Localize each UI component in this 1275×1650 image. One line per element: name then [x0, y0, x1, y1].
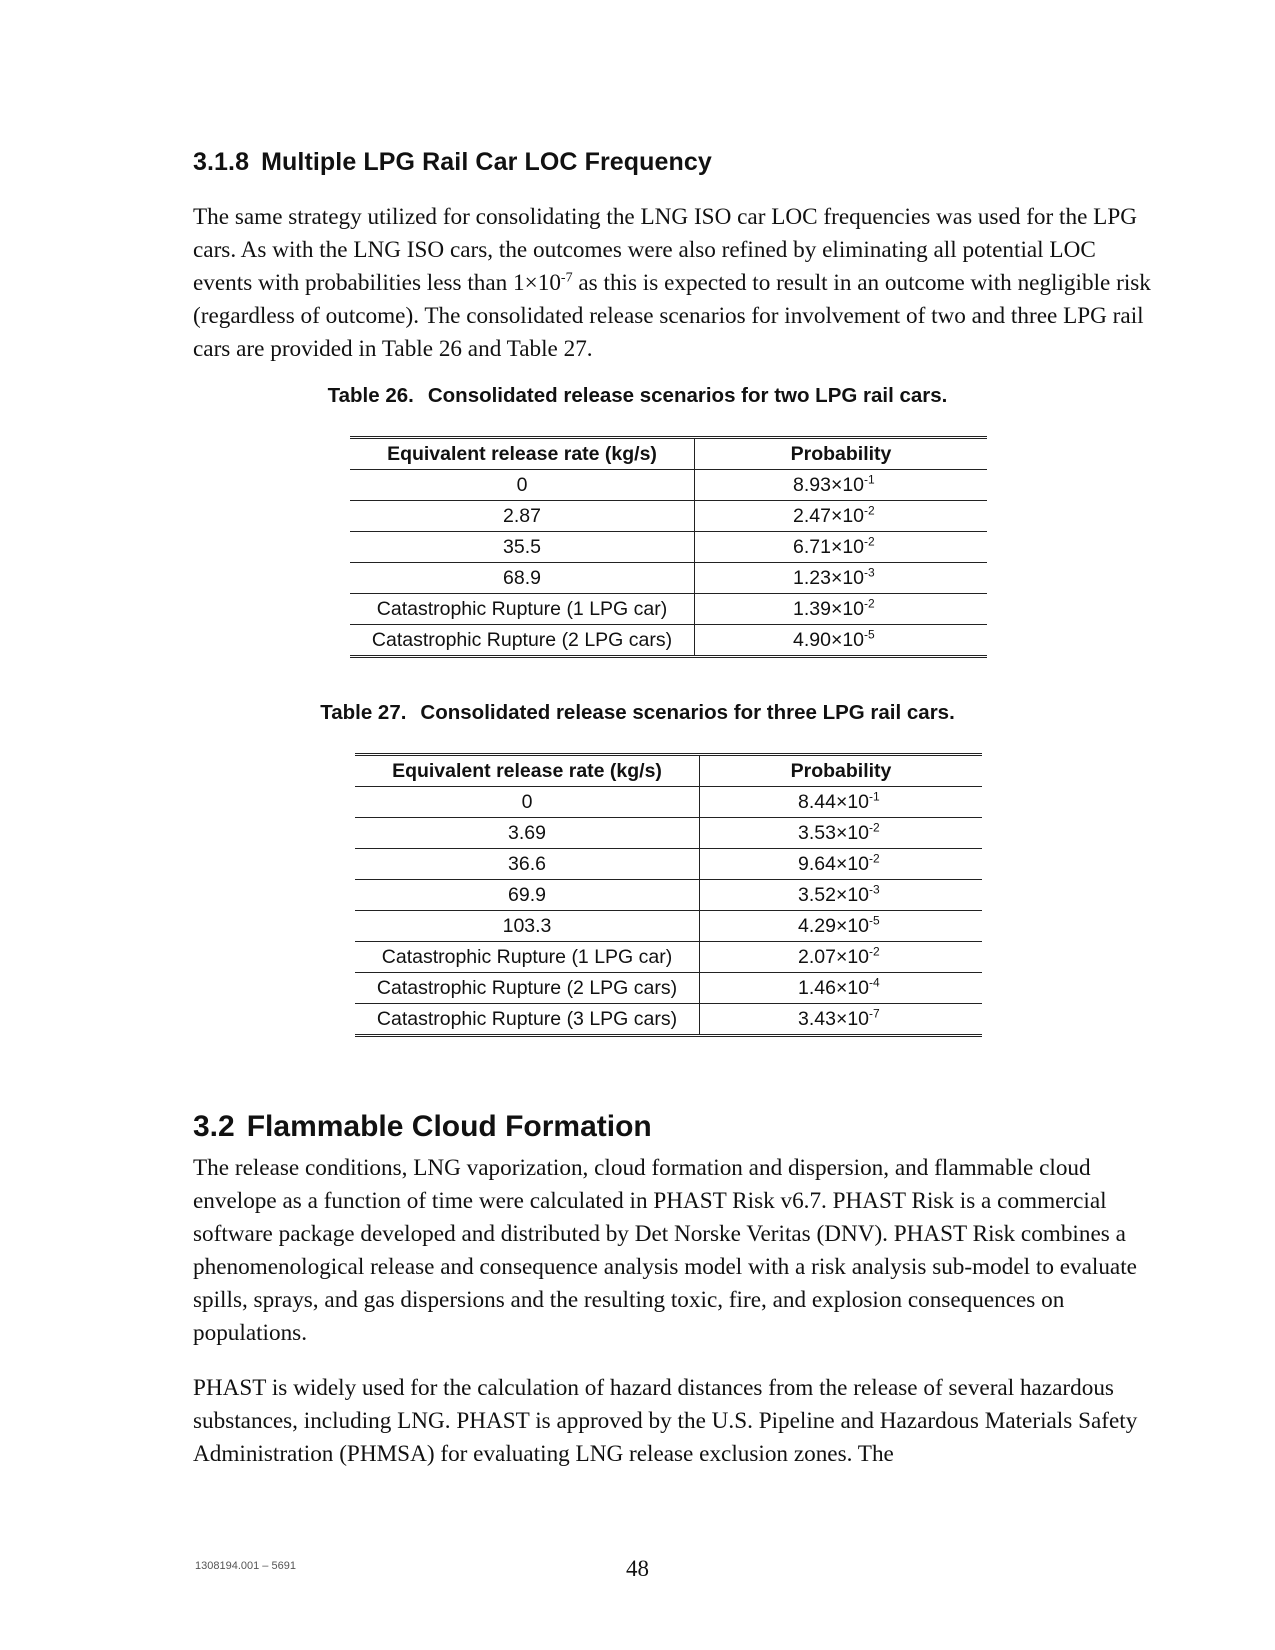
probability-mantissa: 8.44×10 [798, 790, 870, 813]
probability-exponent: -1 [869, 789, 880, 803]
probability-exponent: -3 [869, 882, 880, 896]
probability-exponent: -5 [864, 627, 875, 641]
probability-exponent: -2 [869, 944, 880, 958]
release-rate-cell: 2.87 [350, 501, 695, 532]
table-label: Table 27. [320, 701, 407, 724]
probability-mantissa: 1.46×10 [798, 976, 870, 999]
section-number: 3.2 [193, 1110, 235, 1143]
probability-cell [700, 787, 983, 818]
column-header-release-rate: Equivalent release rate (kg/s) [350, 438, 695, 470]
section-title: Multiple LPG Rail Car LOC Frequency [261, 148, 712, 176]
probability-cell [700, 849, 983, 880]
column-header-release-rate: Equivalent release rate (kg/s) [355, 755, 700, 787]
document-id: 1308194.001 – 5691 [195, 1560, 296, 1572]
column-header-probability: Probability [695, 438, 988, 470]
probability-cell [695, 470, 988, 501]
probability-exponent: -7 [869, 1006, 880, 1020]
release-rate-cell: 36.6 [355, 849, 700, 880]
probability-cell [695, 594, 988, 625]
release-rate-cell: Catastrophic Rupture (1 LPG car) [350, 594, 695, 625]
probability-cell [695, 563, 988, 594]
table-row [350, 532, 987, 563]
table-26-caption [0, 384, 1275, 408]
page-number: 48 [626, 1556, 649, 1581]
probability-cell [700, 818, 983, 849]
section-3-2-paragraph-1: The release conditions, LNG vaporization, cloud formation and dispersion, and flammable cloud envelope as a function of time were calculated in PHAST Risk v6.7. PHAST Risk is a commercial software package developed and distributed by Det Norske Veritas (DNV). PHAST Risk combines a phenomenological release and consequence analysis model with a risk analysis sub-model to evaluate spills, sprays, and gas dispersions and the resulting toxic, fire, and explosion consequences on populations. [193, 1155, 1137, 1346]
table-caption-text: Consolidated release scenarios for two LPG rail cars. [427, 384, 948, 407]
table-row [350, 501, 987, 532]
probability-exponent: -2 [869, 851, 880, 865]
table-27 [355, 753, 982, 1037]
paragraph-text: as this is expected to result in an outcome with negligible risk (regardless of outcome). The consolidated release scenarios for involvement of two and three LPG rail cars are provided in Table 26 and Table 27. [193, 270, 1151, 362]
column-header-probability: Probability [700, 755, 983, 787]
probability-mantissa: 8.93×10 [793, 473, 865, 496]
probability-cell [695, 625, 988, 657]
probability-cell [700, 911, 983, 942]
probability-exponent: -2 [864, 503, 875, 517]
release-rate-cell: Catastrophic Rupture (1 LPG car) [355, 942, 700, 973]
probability-cell [695, 501, 988, 532]
probability-cell [700, 1004, 983, 1036]
release-rate-cell: 35.5 [350, 532, 695, 563]
table-row [355, 818, 982, 849]
probability-mantissa: 3.52×10 [798, 883, 870, 906]
section-heading-3-2 [193, 1110, 652, 1144]
section-3-1-8-paragraph [193, 201, 1158, 366]
probability-mantissa: 3.53×10 [798, 821, 870, 844]
probability-exponent: -5 [869, 913, 880, 927]
probability-cell [700, 880, 983, 911]
table-27-caption [0, 701, 1275, 725]
release-rate-cell: Catastrophic Rupture (2 LPG cars) [355, 973, 700, 1004]
table-row [350, 594, 987, 625]
release-rate-cell: 68.9 [350, 563, 695, 594]
probability-cell [700, 942, 983, 973]
table-body [355, 787, 982, 1036]
release-rate-cell: 0 [355, 787, 700, 818]
probability-exponent: -1 [864, 472, 875, 486]
table-row [355, 787, 982, 818]
release-rate-cell: 0 [350, 470, 695, 501]
probability-mantissa: 3.43×10 [798, 1007, 870, 1030]
probability-exponent: -3 [864, 565, 875, 579]
table-header-row [350, 438, 987, 470]
probability-mantissa: 4.29×10 [798, 914, 870, 937]
table-row [355, 942, 982, 973]
table-row [355, 973, 982, 1004]
table-row [355, 849, 982, 880]
section-title: Flammable Cloud Formation [246, 1110, 652, 1143]
release-rate-cell: Catastrophic Rupture (2 LPG cars) [350, 625, 695, 657]
probability-mantissa: 2.47×10 [793, 504, 865, 527]
probability-cell [695, 532, 988, 563]
probability-mantissa: 4.90×10 [793, 628, 865, 651]
probability-mantissa: 6.71×10 [793, 535, 865, 558]
probability-mantissa: 2.07×10 [798, 945, 870, 968]
table-caption-text: Consolidated release scenarios for three LPG rail cars. [420, 701, 955, 724]
probability-exponent: -2 [864, 534, 875, 548]
table-row [350, 625, 987, 657]
release-rate-cell: Catastrophic Rupture (3 LPG cars) [355, 1004, 700, 1036]
probability-mantissa: 1.23×10 [793, 566, 865, 589]
section-heading-3-1-8 [193, 148, 712, 177]
table-header-row [355, 755, 982, 787]
table-row [350, 470, 987, 501]
probability-exponent: -2 [869, 820, 880, 834]
section-number: 3.1.8 [193, 148, 250, 176]
section-3-2-paragraph-2: PHAST is widely used for the calculation of hazard distances from the release of several hazardous substances, including LNG. PHAST is approved by the U.S. Pipeline and Hazardous Materials Safety Administration (PHMSA) for evaluating LNG release exclusion zones. The [193, 1375, 1138, 1467]
table-26 [350, 436, 987, 658]
probability-mantissa: 1.39×10 [793, 597, 865, 620]
release-rate-cell: 3.69 [355, 818, 700, 849]
probability-exponent: -2 [864, 596, 875, 610]
table-body [350, 470, 987, 657]
superscript-exponent: -7 [560, 270, 573, 286]
release-rate-cell: 103.3 [355, 911, 700, 942]
release-rate-cell: 69.9 [355, 880, 700, 911]
table-row [355, 880, 982, 911]
probability-mantissa: 9.64×10 [798, 852, 870, 875]
table-row [355, 911, 982, 942]
table-row [355, 1004, 982, 1036]
table-row [350, 563, 987, 594]
table-label: Table 26. [327, 384, 414, 407]
paragraph-text: The same strategy utilized for consolidating the LNG ISO car LOC frequencies was used for the LPG cars. As with the LNG ISO cars, the outcomes were also refined by eliminating all potential LOC events with probabilities less than 1×10 [193, 204, 1137, 296]
probability-exponent: -4 [869, 975, 880, 989]
probability-cell [700, 973, 983, 1004]
